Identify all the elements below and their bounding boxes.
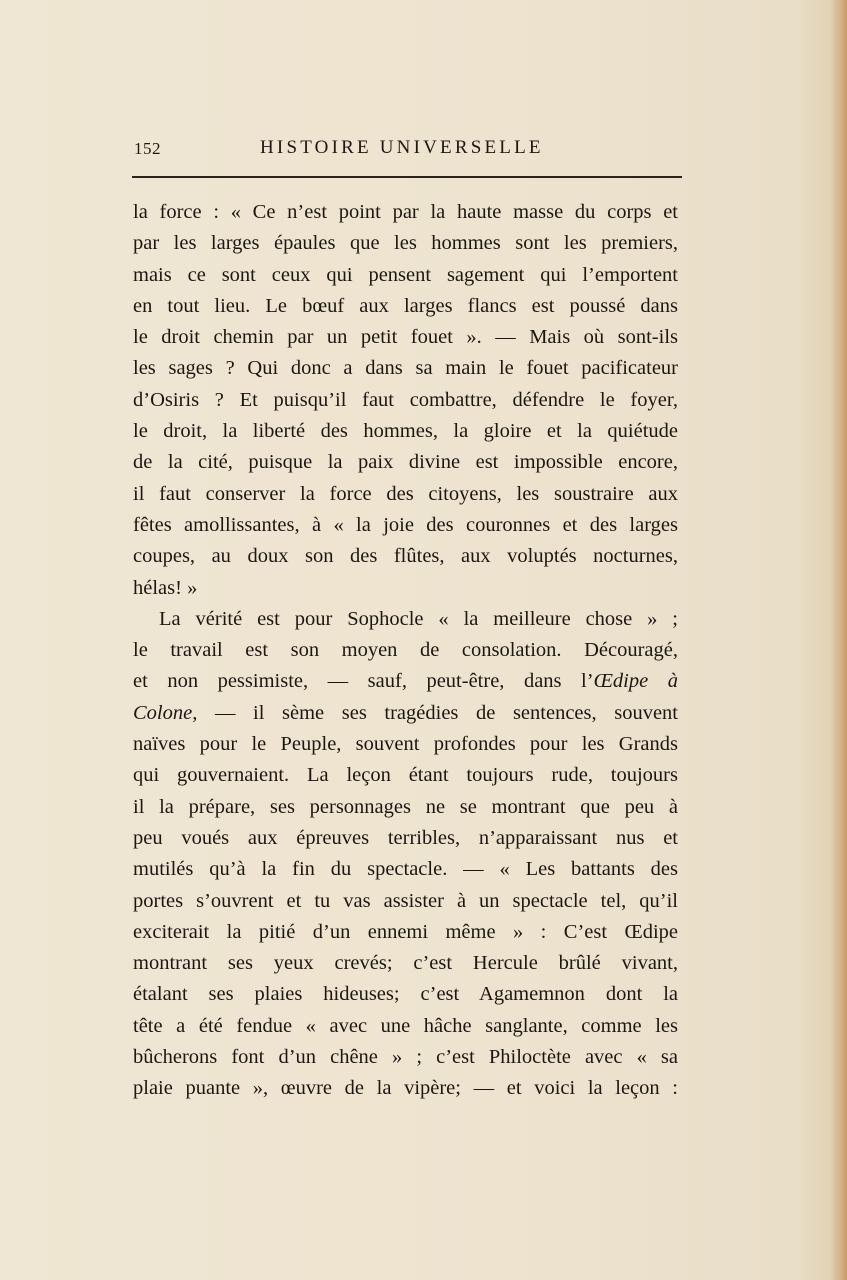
- text-line: le travail est son moyen de consolation. Découragé,: [133, 639, 678, 662]
- text-line: d’Osiris ? Et puisqu’il faut combattre, défendre le foyer,: [133, 388, 678, 411]
- text-segment: et non pessimiste, — sauf, peut-être, dans l’: [133, 670, 594, 693]
- text-line: hélas! »: [133, 576, 198, 599]
- text-segment: — il sème ses tragédies de sentences, souvent: [197, 701, 678, 724]
- text-line: [133, 666, 678, 697]
- text-line: il faut conserver la force des citoyens, les soustraire aux: [133, 482, 678, 505]
- text-line: [133, 698, 678, 729]
- text-line: La vérité est pour Sophocle « la meilleure chose » ;: [159, 607, 678, 630]
- text-line: plaie puante », œuvre de la vipère; — et voici la leçon :: [133, 1077, 678, 1100]
- page-edge: [833, 0, 847, 1280]
- text-line: portes s’ouvrent et tu vas assister à un spectacle tel, qu’il: [133, 889, 678, 912]
- title-italic: Colone,: [133, 701, 198, 724]
- text-line: coupes, au doux son des flûtes, aux voluptés nocturnes,: [133, 545, 678, 568]
- text-line: qui gouvernaient. La leçon étant toujours rude, toujours: [133, 764, 678, 787]
- text-line: tête a été fendue « avec une hâche sanglante, comme les: [133, 1014, 678, 1037]
- page-header: [134, 137, 682, 165]
- text-line: montrant ses yeux crevés; c’est Hercule brûlé vivant,: [133, 952, 678, 975]
- title-italic: Œdipe à: [593, 670, 678, 693]
- text-line: exciterait la pitié d’un ennemi même » : C’est Œdipe: [133, 920, 678, 943]
- text-line: il la prépare, ses personnages ne se montrant que peu à: [133, 795, 678, 818]
- text-line: fêtes amollissantes, à « la joie des couronnes et des larges: [133, 513, 678, 536]
- text-line: de la cité, puisque la paix divine est impossible encore,: [133, 451, 678, 474]
- text-line: mutilés qu’à la fin du spectacle. — « Les battants des: [133, 858, 678, 881]
- text-line: étalant ses plaies hideuses; c’est Agamemnon dont la: [133, 983, 678, 1006]
- text-line: le droit, la liberté des hommes, la gloire et la quiétude: [133, 420, 678, 443]
- text-line: les sages ? Qui donc a dans sa main le fouet pacificateur: [133, 357, 678, 380]
- header-rule: [132, 176, 682, 178]
- running-title: HISTOIRE UNIVERSELLE: [260, 137, 544, 158]
- text-line: bûcherons font d’un chêne » ; c’est Philoctète avec « sa: [133, 1046, 678, 1069]
- text-line: par les larges épaules que les hommes sont les premiers,: [133, 232, 678, 255]
- body-text: [133, 197, 678, 1105]
- page-number: 152: [134, 139, 161, 158]
- text-line: la force : « Ce n’est point par la haute masse du corps et: [133, 201, 678, 223]
- text-line: le droit chemin par un petit fouet ». — Mais où sont-ils: [133, 326, 678, 349]
- text-line: naïves pour le Peuple, souvent profondes pour les Grands: [133, 733, 678, 756]
- text-line: en tout lieu. Le bœuf aux larges flancs est poussé dans: [133, 294, 678, 317]
- text-line: peu voués aux épreuves terribles, n’apparaissant nus et: [133, 826, 678, 849]
- text-line: mais ce sont ceux qui pensent sagement qui l’emportent: [133, 263, 678, 286]
